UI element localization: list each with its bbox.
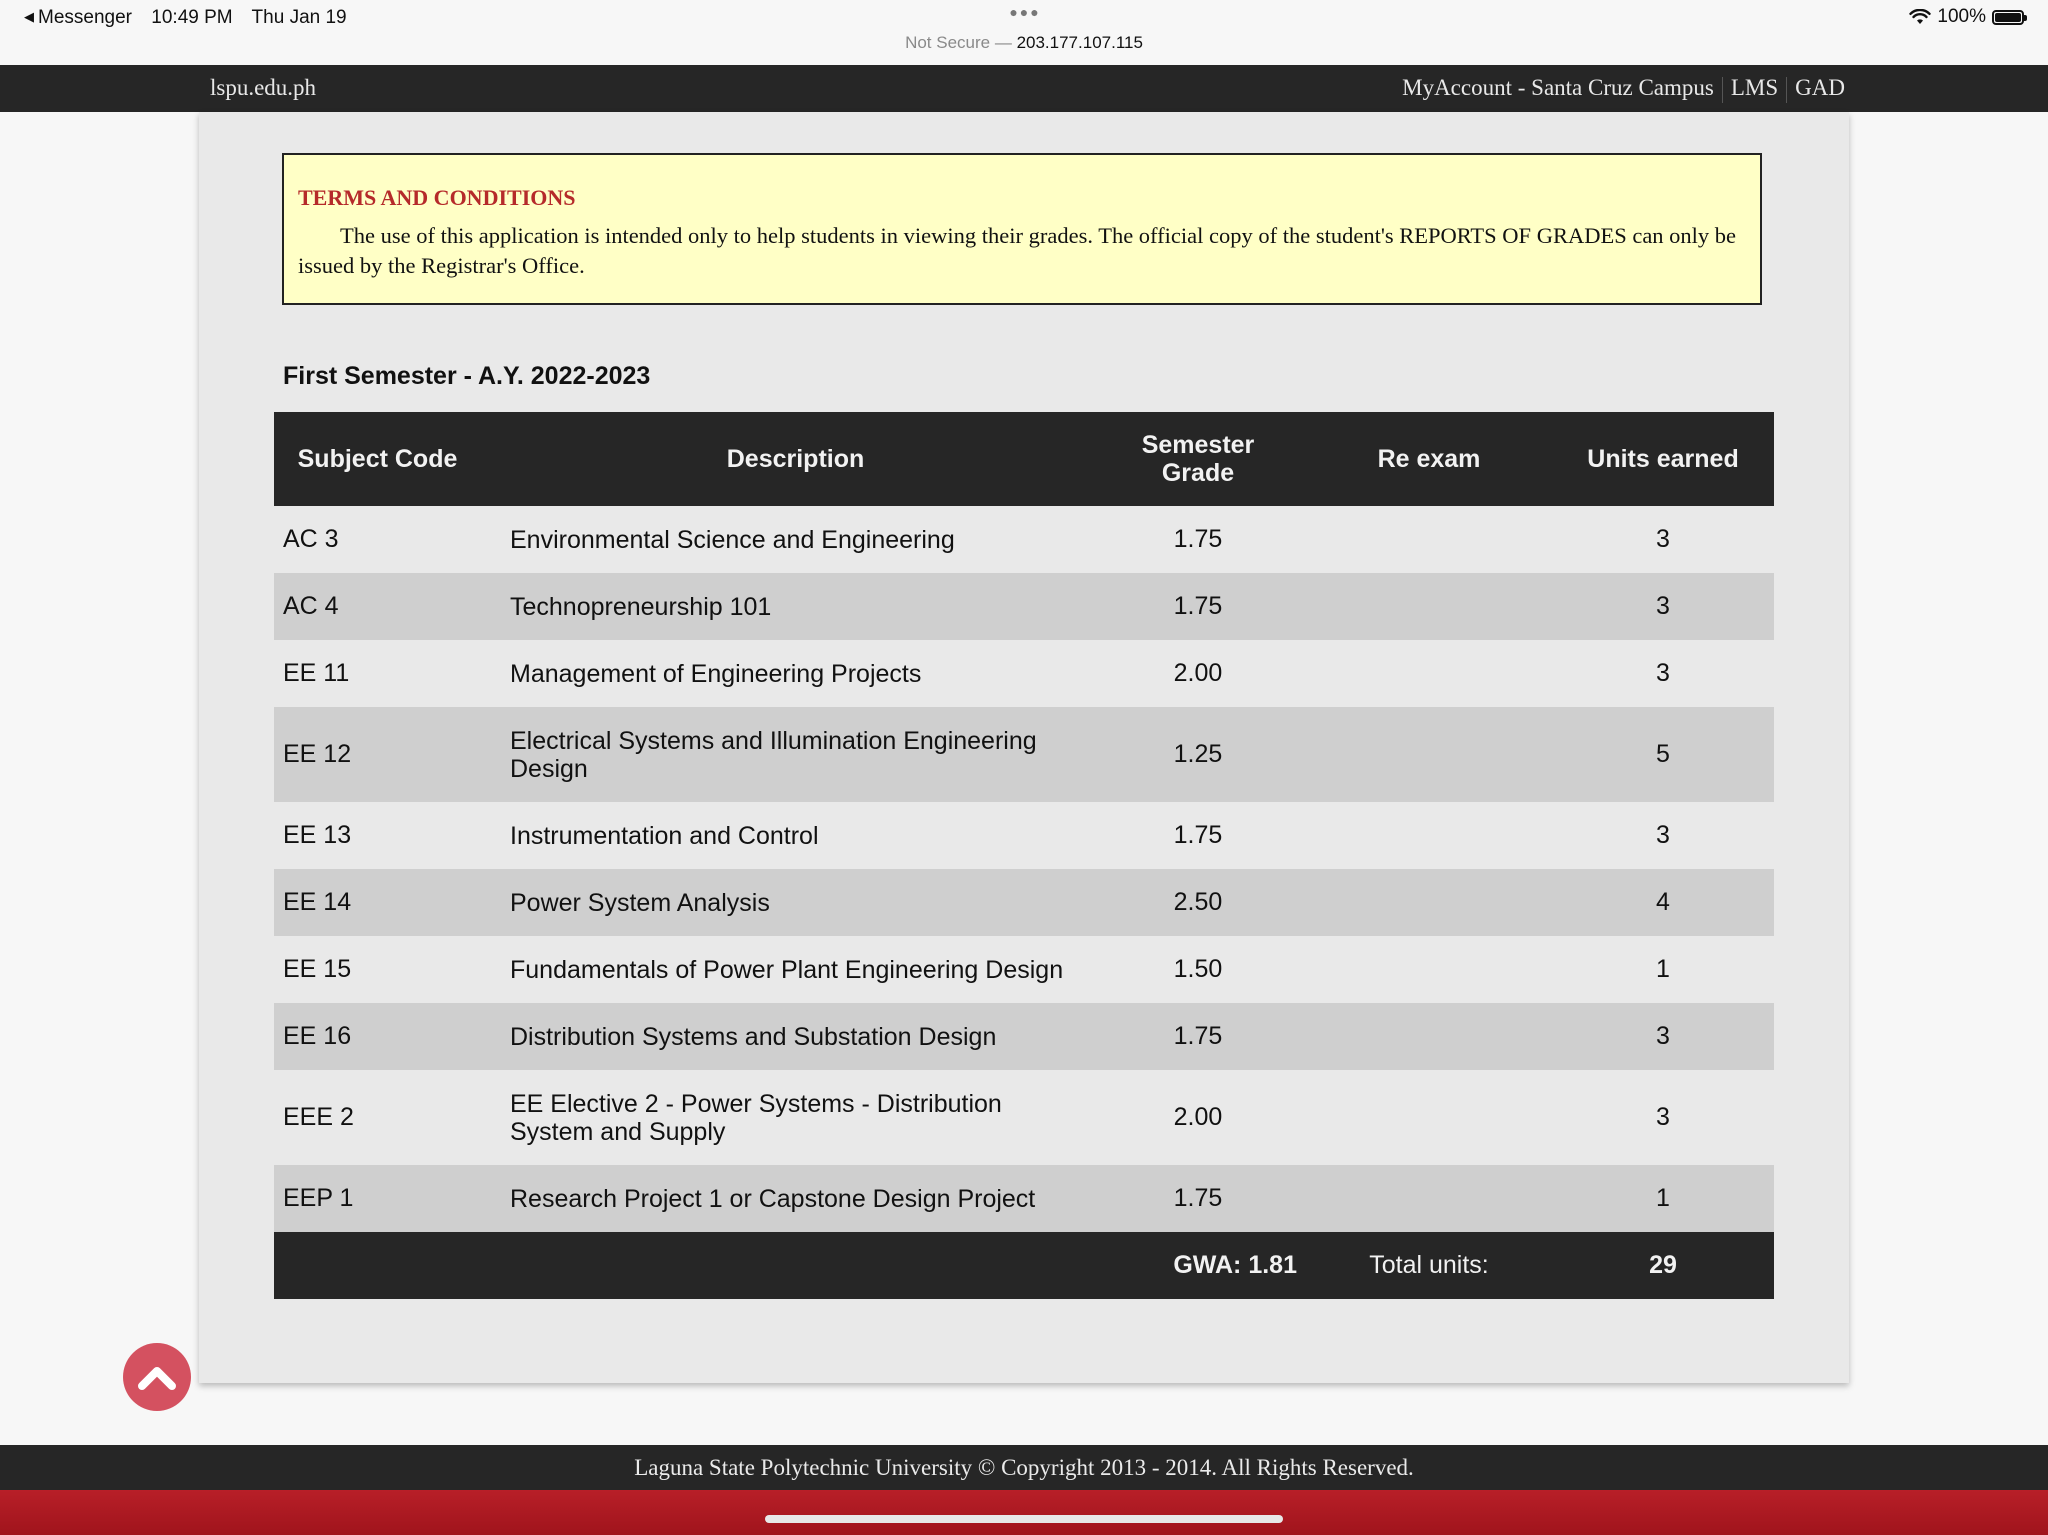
summary-spacer [501, 1232, 1090, 1299]
site-home-link[interactable]: lspu.edu.ph [210, 75, 317, 100]
nav-myaccount-link[interactable]: MyAccount - Santa Cruz Campus [1402, 75, 1714, 100]
site-footer [0, 1445, 2048, 1490]
table-row [274, 802, 1774, 869]
terms-box [282, 153, 1762, 305]
header-subject-code: Subject Code [274, 412, 501, 506]
cell-description: Management of Engineering Projects [501, 640, 1090, 707]
cell-description: Electrical Systems and Illumination Engineering Design [501, 707, 1090, 802]
cell-description: EE Elective 2 - Power Systems - Distribution System and Supply [501, 1070, 1090, 1165]
cell-description: Fundamentals of Power Plant Engineering Design [501, 936, 1090, 1003]
cell-description: Distribution Systems and Substation Design [501, 1003, 1090, 1070]
site-nav-links [1402, 75, 1845, 101]
home-indicator[interactable] [765, 1515, 1283, 1523]
nav-divider [1786, 77, 1787, 103]
cell-units: 1 [1552, 936, 1774, 1003]
table-row [274, 869, 1774, 936]
cell-code: EE 11 [274, 640, 501, 707]
cell-code: EE 15 [274, 936, 501, 1003]
cell-grade: 1.75 [1090, 573, 1306, 640]
cell-grade: 1.75 [1090, 506, 1306, 573]
header-description: Description [501, 412, 1090, 506]
cell-grade: 1.25 [1090, 707, 1306, 802]
cell-grade: 2.00 [1090, 640, 1306, 707]
back-to-top-button[interactable] [123, 1343, 191, 1411]
cell-code: EE 14 [274, 869, 501, 936]
cell-code: AC 4 [274, 573, 501, 640]
content-panel [199, 112, 1849, 1383]
cell-code: EE 13 [274, 802, 501, 869]
cell-grade: 1.50 [1090, 936, 1306, 1003]
cell-reexam [1306, 802, 1552, 869]
cell-code: EE 16 [274, 1003, 501, 1070]
cell-code: EEE 2 [274, 1070, 501, 1165]
header-re-exam: Re exam [1306, 412, 1552, 506]
semester-title: First Semester - A.Y. 2022-2023 [283, 362, 651, 390]
cell-reexam [1306, 1003, 1552, 1070]
status-time: 10:49 PM [151, 7, 233, 28]
gwa-value: GWA: 1.81 [1090, 1232, 1306, 1299]
cell-description: Technopreneurship 101 [501, 573, 1090, 640]
cell-reexam [1306, 869, 1552, 936]
nav-lms-link[interactable]: LMS [1730, 75, 1779, 100]
cell-description: Environmental Science and Engineering [501, 506, 1090, 573]
table-row [274, 936, 1774, 1003]
summary-spacer [274, 1232, 501, 1299]
status-date: Thu Jan 19 [251, 7, 347, 28]
nav-gad-link[interactable]: GAD [1795, 75, 1845, 100]
cell-code: EE 12 [274, 707, 501, 802]
cell-units: 3 [1552, 1070, 1774, 1165]
cell-reexam [1306, 936, 1552, 1003]
cell-units: 3 [1552, 802, 1774, 869]
status-right [1909, 6, 2024, 28]
total-units-label: Total units: [1306, 1232, 1552, 1299]
table-row [274, 573, 1774, 640]
terms-text: The use of this application is intended only to help students in viewing their grades. The official copy of the student's REPORTS OF GRADES can only be issued by the Registrar's Office. [298, 223, 1737, 278]
footer-copyright: Laguna State Polytechnic University © Copyright 2013 - 2014. All Rights Reserved. [634, 1455, 1414, 1480]
table-row [274, 506, 1774, 573]
header-semester-grade [1090, 412, 1306, 506]
cell-grade: 1.75 [1090, 1165, 1306, 1232]
status-left [24, 7, 361, 29]
cell-reexam [1306, 707, 1552, 802]
battery-percent: 100% [1937, 6, 1986, 27]
table-summary-row [274, 1232, 1774, 1299]
back-to-app-link[interactable]: Messenger [38, 7, 132, 28]
cell-grade: 1.75 [1090, 1003, 1306, 1070]
header-semester-grade-label: Semester Grade [1141, 431, 1255, 487]
cell-description: Research Project 1 or Capstone Design Project [501, 1165, 1090, 1232]
cell-description: Power System Analysis [501, 869, 1090, 936]
address-host: 203.177.107.115 [1016, 33, 1143, 52]
browser-bottom-bar [0, 1490, 2048, 1535]
nav-divider [1722, 77, 1723, 103]
back-arrow-icon[interactable]: ◀ [24, 9, 34, 24]
cell-units: 3 [1552, 1003, 1774, 1070]
wifi-icon [1909, 9, 1931, 25]
cell-reexam [1306, 1070, 1552, 1165]
total-units-value: 29 [1552, 1232, 1774, 1299]
status-bar [0, 0, 2048, 66]
cell-code: AC 3 [274, 506, 501, 573]
chevron-up-icon [137, 1363, 177, 1391]
cell-reexam [1306, 640, 1552, 707]
table-row [274, 707, 1774, 802]
table-header-row [274, 412, 1774, 506]
cell-reexam [1306, 506, 1552, 573]
table-row [274, 640, 1774, 707]
table-row [274, 1003, 1774, 1070]
grades-table [274, 412, 1774, 1299]
cell-units: 3 [1552, 506, 1774, 573]
cell-reexam [1306, 1165, 1552, 1232]
address-bar[interactable] [0, 33, 2048, 53]
cell-grade: 1.75 [1090, 802, 1306, 869]
cell-units: 3 [1552, 640, 1774, 707]
cell-units: 4 [1552, 869, 1774, 936]
cell-units: 3 [1552, 573, 1774, 640]
cell-grade: 2.50 [1090, 869, 1306, 936]
cell-units: 5 [1552, 707, 1774, 802]
battery-icon [1992, 10, 2024, 25]
security-label: Not Secure — [905, 33, 1012, 52]
cell-code: EEP 1 [274, 1165, 501, 1232]
table-row [274, 1070, 1774, 1165]
cell-grade: 2.00 [1090, 1070, 1306, 1165]
cell-reexam [1306, 573, 1552, 640]
header-units-earned: Units earned [1552, 412, 1774, 506]
multitasking-dots-icon[interactable]: ●●● [1009, 4, 1041, 20]
table-row [274, 1165, 1774, 1232]
cell-description: Instrumentation and Control [501, 802, 1090, 869]
cell-units: 1 [1552, 1165, 1774, 1232]
site-nav [0, 65, 2048, 112]
terms-title: TERMS AND CONDITIONS [298, 185, 576, 210]
